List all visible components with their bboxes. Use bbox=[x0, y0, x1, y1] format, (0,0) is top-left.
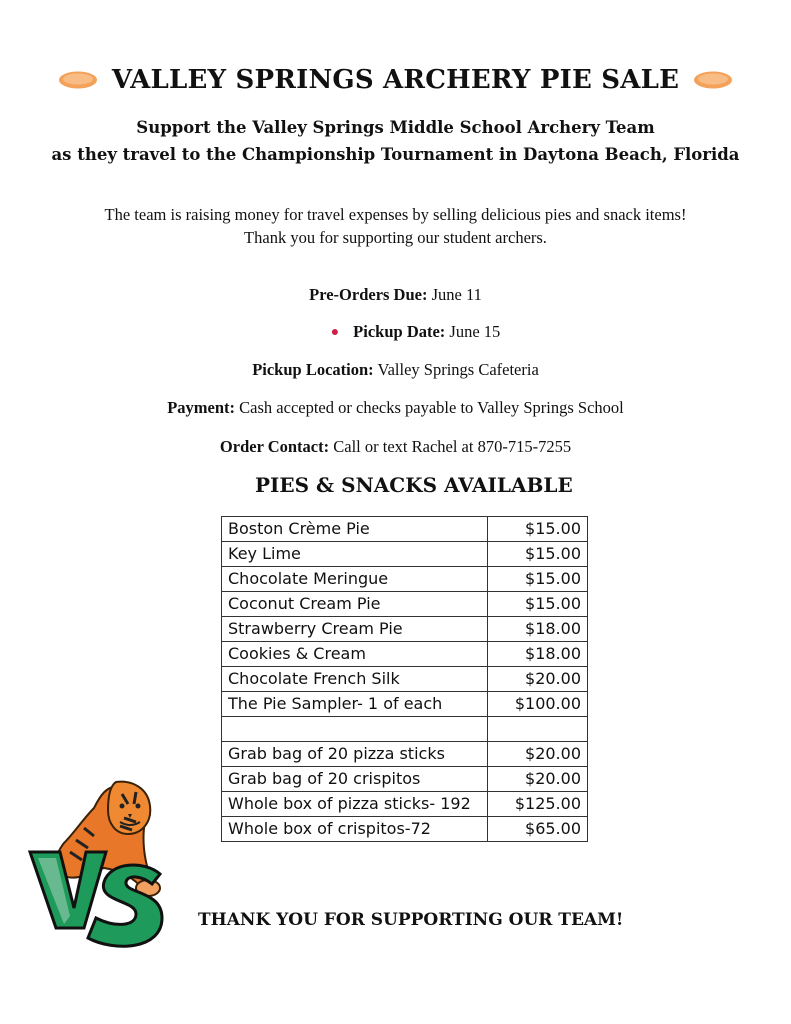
item-price: $18.00 bbox=[488, 642, 588, 667]
subtitle-line-2: as they travel to the Championship Tournament in Daytona Beach, Florida bbox=[51, 145, 740, 164]
contact-value: Call or text Rachel at 870-715-7255 bbox=[329, 437, 572, 456]
item-price: $15.00 bbox=[488, 542, 588, 567]
item-price bbox=[488, 717, 588, 742]
table-row bbox=[222, 791, 588, 816]
item-price: $15.00 bbox=[488, 517, 588, 542]
item-name: Grab bag of 20 pizza sticks bbox=[222, 741, 488, 766]
title-row bbox=[0, 58, 791, 102]
menu-heading: PIES & SNACKS AVAILABLE bbox=[255, 473, 573, 497]
table-row bbox=[222, 517, 588, 542]
pickup-location bbox=[0, 360, 791, 380]
preorders-due bbox=[0, 285, 791, 305]
item-price: $20.00 bbox=[488, 741, 588, 766]
item-name: Whole box of crispitos-72 bbox=[222, 816, 488, 841]
item-price: $15.00 bbox=[488, 592, 588, 617]
pickup-date-label: Pickup Date: bbox=[353, 322, 446, 341]
table-row bbox=[222, 542, 588, 567]
table-row bbox=[222, 642, 588, 667]
item-name: Grab bag of 20 crispitos bbox=[222, 766, 488, 791]
preorders-label: Pre-Orders Due: bbox=[309, 285, 428, 304]
intro-line-2: Thank you for supporting our student archers. bbox=[244, 228, 547, 247]
order-contact bbox=[0, 437, 791, 457]
pickup-date-value: June 15 bbox=[445, 322, 501, 341]
item-name: Cookies & Cream bbox=[222, 642, 488, 667]
table-row bbox=[222, 741, 588, 766]
pie-icon-right bbox=[693, 70, 733, 90]
page-title: VALLEY SPRINGS ARCHERY PIE SALE bbox=[111, 65, 680, 95]
footer-thanks: THANK YOU FOR SUPPORTING OUR TEAM! bbox=[198, 910, 624, 930]
intro-line-1: The team is raising money for travel expenses by selling delicious pies and snack items! bbox=[104, 205, 687, 224]
item-name: Key Lime bbox=[222, 542, 488, 567]
table-row bbox=[222, 692, 588, 717]
subtitle-line-1: Support the Valley Springs Middle School Archery Team bbox=[136, 118, 655, 137]
item-name bbox=[222, 717, 488, 742]
payment-label: Payment: bbox=[167, 398, 236, 417]
item-name: Coconut Cream Pie bbox=[222, 592, 488, 617]
payment bbox=[0, 398, 791, 418]
item-name: Chocolate French Silk bbox=[222, 667, 488, 692]
pie-icon-left bbox=[58, 70, 98, 90]
pickup-location-label: Pickup Location: bbox=[252, 360, 374, 379]
table-row bbox=[222, 567, 588, 592]
item-name: Chocolate Meringue bbox=[222, 567, 488, 592]
vs-tiger-logo bbox=[24, 778, 170, 956]
item-price: $65.00 bbox=[488, 816, 588, 841]
table-row bbox=[222, 592, 588, 617]
table-row bbox=[222, 766, 588, 791]
table-row bbox=[222, 717, 588, 742]
item-price: $100.00 bbox=[488, 692, 588, 717]
item-name: Boston Crème Pie bbox=[222, 517, 488, 542]
table-row bbox=[222, 617, 588, 642]
menu-table bbox=[221, 516, 588, 842]
bullet-icon: ● bbox=[330, 325, 340, 340]
item-price: $125.00 bbox=[488, 791, 588, 816]
preorders-value: June 11 bbox=[427, 285, 482, 304]
item-price: $20.00 bbox=[488, 766, 588, 791]
item-price: $18.00 bbox=[488, 617, 588, 642]
payment-value: Cash accepted or checks payable to Valley Springs School bbox=[235, 398, 624, 417]
item-name: Strawberry Cream Pie bbox=[222, 617, 488, 642]
item-price: $15.00 bbox=[488, 567, 588, 592]
item-name: Whole box of pizza sticks- 192 bbox=[222, 791, 488, 816]
contact-label: Order Contact: bbox=[219, 437, 330, 456]
pickup-date bbox=[20, 322, 791, 342]
item-price: $20.00 bbox=[488, 667, 588, 692]
item-name: The Pie Sampler- 1 of each bbox=[222, 692, 488, 717]
table-row bbox=[222, 816, 588, 841]
pickup-location-value: Valley Springs Cafeteria bbox=[373, 360, 539, 379]
table-row bbox=[222, 667, 588, 692]
